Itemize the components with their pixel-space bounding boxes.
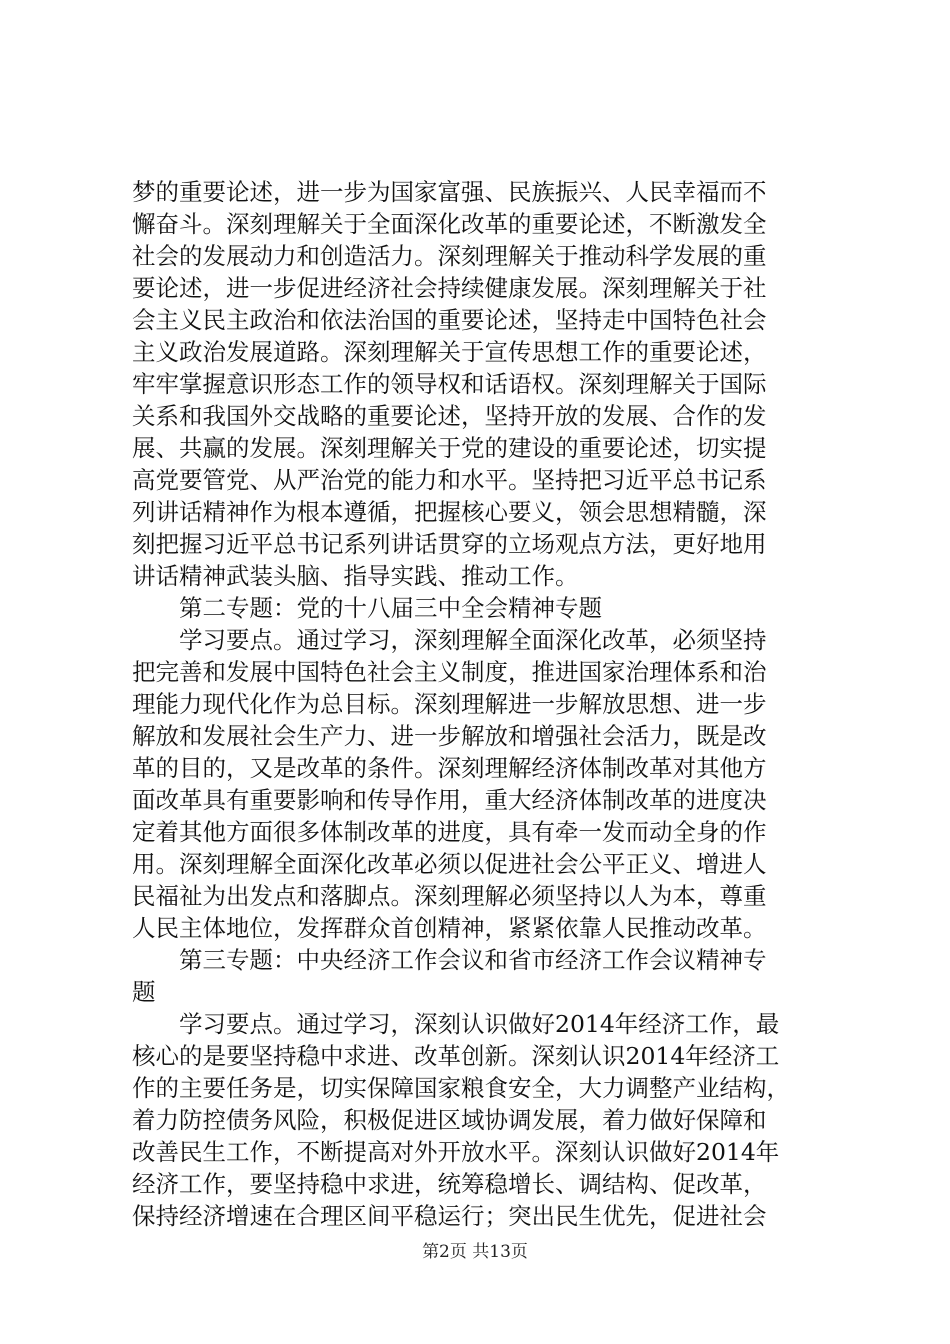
text-line: 高党要管党、从严治党的能力和水平。坚持把习近平总书记系	[132, 466, 767, 494]
text-line: 民福祉为出发点和落脚点。深刻理解必须坚持以人为本，尊重	[132, 882, 767, 910]
text-line: 要论述，进一步促进经济社会持续健康发展。深刻理解关于社	[132, 274, 767, 302]
page-number-label: 第2页 共13页	[422, 1242, 528, 1262]
text-line: 列讲话精神作为根本遵循，把握核心要义，领会思想精髓，深	[132, 498, 767, 526]
text-line: 改善民生工作，不断提高对外开放水平。深刻认识做好2014年	[132, 1138, 780, 1166]
text-line: 会主义民主政治和依法治国的重要论述，坚持走中国特色社会	[132, 306, 767, 334]
text-line: 第二专题：党的十八届三中全会精神专题	[179, 594, 602, 622]
text-line: 作的主要任务是，切实保障国家粮食安全，大力调整产业结构，	[132, 1074, 790, 1102]
text-line: 保持经济增速在合理区间平稳运行；突出民生优先，促进社会	[132, 1202, 767, 1230]
page-footer	[0, 1242, 950, 1262]
text-line: 把完善和发展中国特色社会主义制度，推进国家治理体系和治	[132, 658, 767, 686]
document-body	[132, 176, 832, 1232]
text-line: 题	[132, 978, 156, 1006]
text-line: 刻把握习近平总书记系列讲话贯穿的立场观点方法，更好地用	[132, 530, 767, 558]
text-line: 第三专题：中央经济工作会议和省市经济工作会议精神专	[179, 946, 767, 974]
text-line: 用。深刻理解全面深化改革必须以促进社会公平正义、增进人	[132, 850, 767, 878]
text-line: 讲话精神武装头脑、指导实践、推动工作。	[132, 562, 579, 590]
text-line: 核心的是要坚持稳中求进、改革创新。深刻认识2014年经济工	[132, 1042, 780, 1070]
text-line: 懈奋斗。深刻理解关于全面深化改革的重要论述，不断激发全	[132, 210, 767, 238]
text-line: 牢牢掌握意识形态工作的领导权和话语权。深刻理解关于国际	[132, 370, 767, 398]
text-line: 面改革具有重要影响和传导作用，重大经济体制改革的进度决	[132, 786, 767, 814]
text-line: 理能力现代化作为总目标。深刻理解进一步解放思想、进一步	[132, 690, 767, 718]
text-line: 社会的发展动力和创造活力。深刻理解关于推动科学发展的重	[132, 242, 767, 270]
text-line: 解放和发展社会生产力、进一步解放和增强社会活力，既是改	[132, 722, 767, 750]
text-line: 革的目的，又是改革的条件。深刻理解经济体制改革对其他方	[132, 754, 767, 782]
text-line: 展、共赢的发展。深刻理解关于党的建设的重要论述，切实提	[132, 434, 767, 462]
text-line: 人民主体地位，发挥群众首创精神，紧紧依靠人民推动改革。	[132, 914, 767, 942]
text-line: 学习要点。通过学习，深刻认识做好2014年经济工作，最	[179, 1010, 780, 1038]
text-line: 主义政治发展道路。深刻理解关于宣传思想工作的重要论述，	[132, 338, 767, 366]
text-line: 着力防控债务风险，积极促进区域协调发展，着力做好保障和	[132, 1106, 767, 1134]
text-line: 经济工作，要坚持稳中求进，统筹稳增长、调结构、促改革，	[132, 1170, 767, 1198]
text-line: 学习要点。通过学习，深刻理解全面深化改革，必须坚持	[179, 626, 767, 654]
text-line: 定着其他方面很多体制改革的进度，具有牵一发而动全身的作	[132, 818, 767, 846]
text-line: 梦的重要论述，进一步为国家富强、民族振兴、人民幸福而不	[132, 178, 767, 206]
text-line: 关系和我国外交战略的重要论述，坚持开放的发展、合作的发	[132, 402, 767, 430]
